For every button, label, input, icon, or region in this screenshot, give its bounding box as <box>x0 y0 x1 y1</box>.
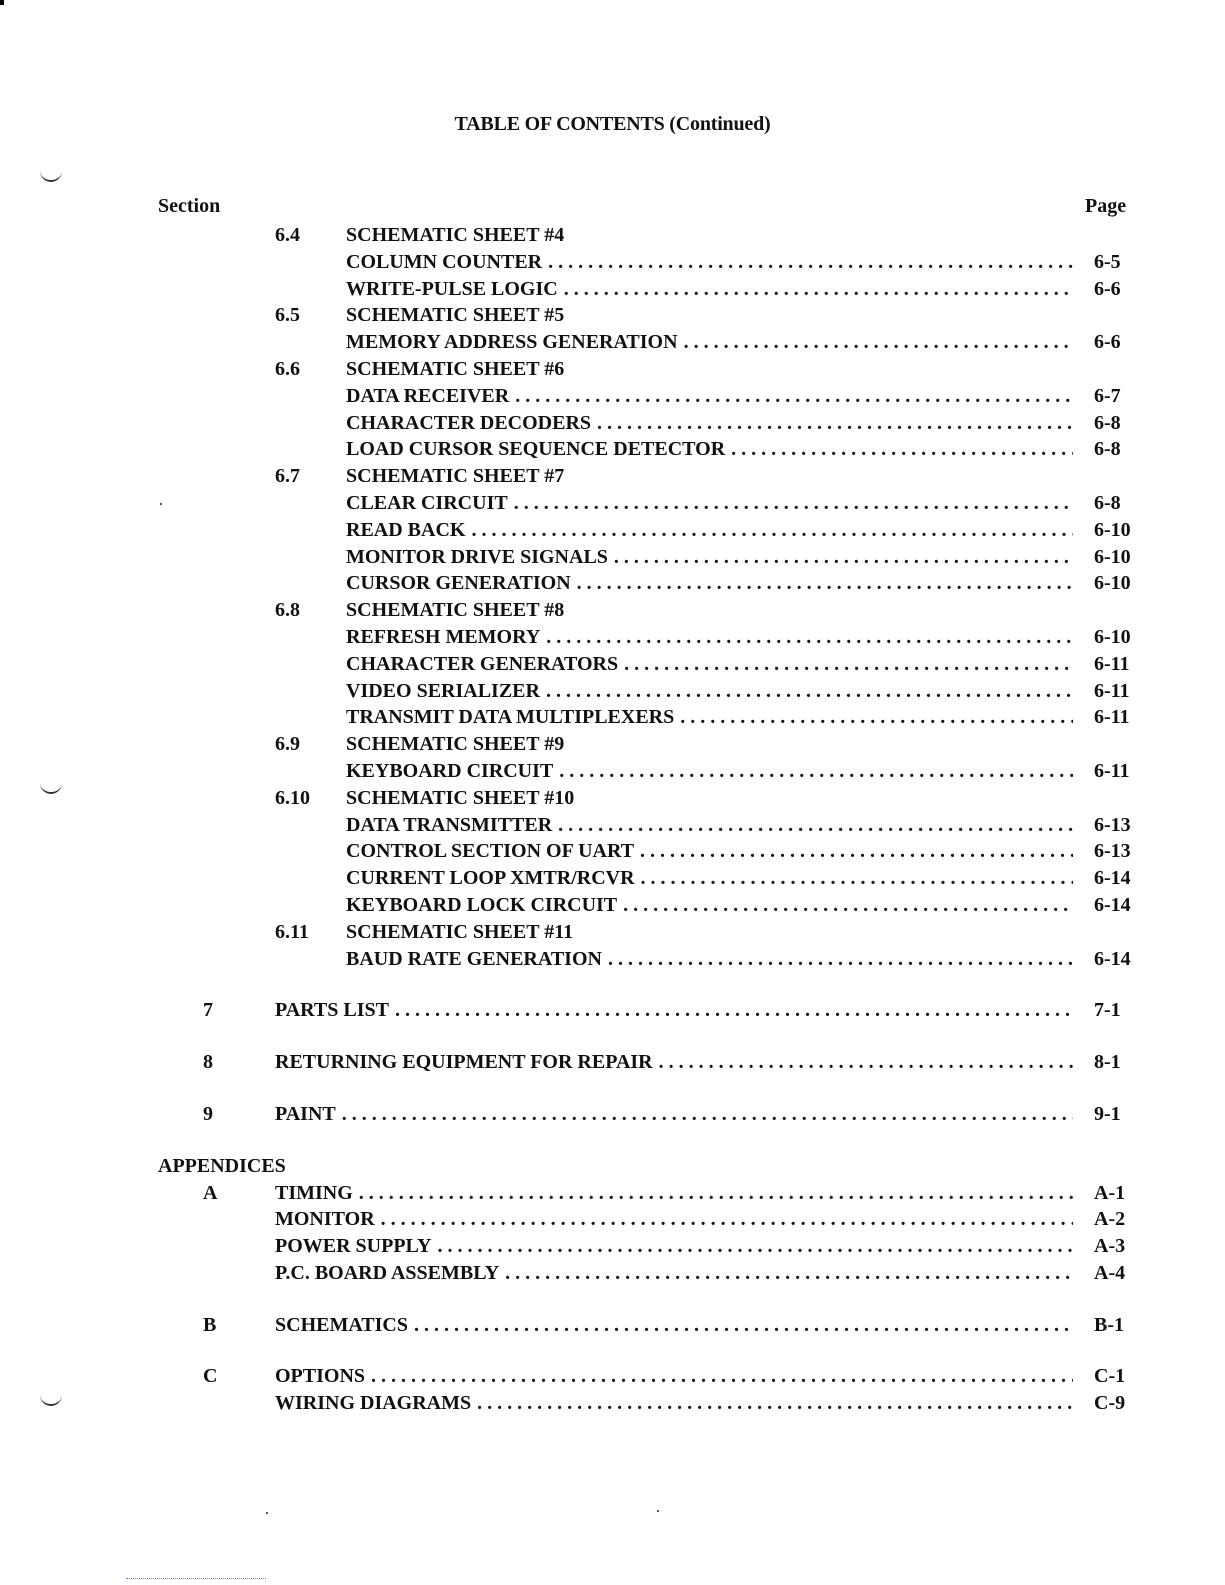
page-number: 6-11 <box>1094 759 1130 782</box>
toc-row <box>0 997 1225 1024</box>
dot-leader <box>342 1101 1073 1127</box>
section-number: C <box>203 1365 218 1388</box>
entry-title: POWER SUPPLY <box>275 1235 432 1258</box>
subsection-number: 6.9 <box>275 733 300 756</box>
toc-entry[interactable] <box>346 570 1073 596</box>
dot-leader <box>381 1206 1073 1232</box>
toc-row <box>0 329 1225 356</box>
page-number: A-1 <box>1094 1181 1126 1204</box>
dot-leader <box>564 276 1073 302</box>
page-number: 9-1 <box>1094 1102 1121 1125</box>
entry-title: KEYBOARD CIRCUIT <box>346 759 554 782</box>
subsection-title: SCHEMATIC SHEET #8 <box>346 599 565 622</box>
toc-entry[interactable] <box>346 383 1073 409</box>
toc-row <box>0 919 1225 946</box>
toc-row <box>0 758 1225 785</box>
page-number: B-1 <box>1094 1313 1124 1336</box>
subsection-number: 6.5 <box>275 304 300 327</box>
dot-leader <box>546 678 1073 704</box>
toc-row <box>0 624 1225 651</box>
dot-leader <box>597 410 1073 436</box>
entry-title: CLEAR CIRCUIT <box>346 491 508 514</box>
entry-title: VIDEO SERIALIZER <box>346 679 540 702</box>
toc-row <box>0 276 1225 303</box>
page-number: 6-6 <box>1094 277 1121 300</box>
toc-row <box>0 517 1225 544</box>
entry-title: CONTROL SECTION OF UART <box>346 840 635 863</box>
toc-entry[interactable] <box>346 678 1073 704</box>
toc-entry[interactable] <box>346 812 1073 838</box>
toc-row <box>0 490 1225 517</box>
entry-title: KEYBOARD LOCK CIRCUIT <box>346 893 618 916</box>
toc-row <box>0 651 1225 678</box>
page-number: 6-6 <box>1094 331 1121 354</box>
toc-entry[interactable] <box>275 1180 1073 1206</box>
subsection-title: SCHEMATIC SHEET #9 <box>346 733 565 756</box>
dot-leader <box>371 1363 1073 1389</box>
entry-title: DATA TRANSMITTER <box>346 813 553 836</box>
toc-row <box>0 785 1225 812</box>
toc-row <box>0 463 1225 490</box>
row-gap <box>0 1287 1225 1312</box>
page-number: 6-10 <box>1094 545 1131 568</box>
page-number: C-1 <box>1094 1365 1126 1388</box>
subsection-title: SCHEMATIC SHEET #7 <box>346 465 565 488</box>
page-number: 6-14 <box>1094 893 1131 916</box>
toc-row <box>0 1101 1225 1128</box>
column-header-section: Section <box>158 195 221 217</box>
toc-row <box>0 383 1225 410</box>
toc-row <box>0 436 1225 463</box>
page-number: A-4 <box>1094 1261 1126 1284</box>
toc-row <box>0 544 1225 571</box>
dot-leader <box>395 997 1073 1023</box>
toc-entry[interactable] <box>346 276 1073 302</box>
toc-entry[interactable] <box>346 329 1073 355</box>
page-number: 6-13 <box>1094 813 1131 836</box>
toc-entry[interactable] <box>346 624 1073 650</box>
toc-row <box>0 838 1225 865</box>
table-of-contents <box>0 222 1225 1417</box>
entry-title: CHARACTER DECODERS <box>346 411 592 434</box>
subsection-title: SCHEMATIC SHEET #5 <box>346 304 565 327</box>
subsection-number: 6.4 <box>275 224 300 246</box>
dot-leader <box>680 704 1073 730</box>
dot-leader <box>471 517 1073 543</box>
toc-row <box>0 704 1225 731</box>
toc-entry[interactable] <box>346 436 1073 462</box>
page-number: 6-11 <box>1094 706 1130 729</box>
entry-title: WIRING DIAGRAMS <box>275 1392 472 1415</box>
entry-title: CHARACTER GENERATORS <box>346 652 619 675</box>
entry-title: MONITOR DRIVE SIGNALS <box>346 545 608 568</box>
subsection-number: 6.10 <box>275 786 310 809</box>
section-number: B <box>203 1313 217 1336</box>
toc-entry[interactable] <box>275 1260 1073 1286</box>
scan-artifact <box>266 1512 268 1514</box>
dot-leader <box>641 865 1073 891</box>
page-title: TABLE OF CONTENTS (Continued) <box>454 113 771 135</box>
dot-leader <box>614 544 1073 570</box>
dot-leader <box>505 1260 1073 1286</box>
dot-leader <box>558 812 1073 838</box>
page-number: 6-8 <box>1094 491 1121 514</box>
toc-row <box>0 302 1225 329</box>
toc-row <box>0 812 1225 839</box>
entry-title: SCHEMATICS <box>275 1313 408 1336</box>
toc-entry[interactable] <box>346 865 1073 891</box>
toc-row <box>0 731 1225 758</box>
section-number: 7 <box>203 999 213 1022</box>
toc-row <box>0 1153 1225 1180</box>
entry-title: TIMING <box>275 1181 353 1204</box>
toc-entry[interactable] <box>346 490 1073 516</box>
toc-entry[interactable] <box>346 892 1073 918</box>
row-gap <box>0 1128 1225 1153</box>
entry-title: READ BACK <box>346 518 466 541</box>
page-number: 6-10 <box>1094 625 1131 648</box>
toc-row <box>0 249 1225 276</box>
toc-row <box>0 1049 1225 1076</box>
page-number: A-3 <box>1094 1235 1126 1258</box>
entry-title: OPTIONS <box>275 1365 366 1388</box>
scan-artifact <box>657 1510 659 1512</box>
toc-entry[interactable] <box>346 249 1073 275</box>
entry-title: REFRESH MEMORY <box>346 625 541 648</box>
entry-title: WRITE-PULSE LOGIC <box>346 277 558 300</box>
subsection-title: SCHEMATIC SHEET #4 <box>346 224 565 246</box>
toc-entry[interactable] <box>275 1390 1073 1416</box>
toc-row <box>0 1233 1225 1260</box>
entry-title: TRANSMIT DATA MULTIPLEXERS <box>346 706 675 729</box>
toc-row <box>0 1312 1225 1339</box>
toc-entry[interactable] <box>275 997 1073 1023</box>
toc-row <box>0 1363 1225 1390</box>
toc-row <box>0 865 1225 892</box>
toc-entry[interactable] <box>346 517 1073 543</box>
dot-leader <box>684 329 1073 355</box>
scan-edge-line <box>126 1578 266 1579</box>
column-header-page: Page <box>1085 195 1127 217</box>
entry-title: MONITOR <box>275 1208 375 1231</box>
toc-entry[interactable] <box>275 1206 1073 1232</box>
toc-entry[interactable] <box>346 704 1073 730</box>
entry-title: MEMORY ADDRESS GENERATION <box>346 331 678 354</box>
entry-title: RETURNING EQUIPMENT FOR REPAIR <box>275 1051 653 1074</box>
appendices-label: APPENDICES <box>158 1154 286 1177</box>
page-number: 6-11 <box>1094 679 1130 702</box>
toc-row <box>0 1390 1225 1417</box>
subsection-number: 6.11 <box>275 920 309 943</box>
page-number: 6-8 <box>1094 438 1121 461</box>
page-number: 6-11 <box>1094 652 1130 675</box>
section-number: A <box>203 1181 218 1204</box>
toc-entry[interactable] <box>346 838 1073 864</box>
row-gap <box>0 1338 1225 1363</box>
page-number: A-2 <box>1094 1208 1126 1231</box>
toc-entry[interactable] <box>346 544 1073 570</box>
toc-entry[interactable] <box>275 1049 1073 1075</box>
dot-leader <box>624 651 1073 677</box>
page-number: 6-14 <box>1094 867 1131 890</box>
dot-leader <box>608 946 1073 972</box>
subsection-title: SCHEMATIC SHEET #11 <box>346 920 574 943</box>
entry-title: COLUMN COUNTER <box>346 250 543 273</box>
page-number: 6-5 <box>1094 250 1121 273</box>
section-number: 8 <box>203 1051 213 1074</box>
section-number: 9 <box>203 1102 213 1125</box>
dot-leader <box>546 624 1073 650</box>
dot-leader <box>659 1049 1073 1075</box>
dot-leader <box>359 1180 1073 1206</box>
entry-title: LOAD CURSOR SEQUENCE DETECTOR <box>346 438 726 461</box>
dot-leader <box>515 383 1073 409</box>
dot-leader <box>623 892 1073 918</box>
subsection-title: SCHEMATIC SHEET #6 <box>346 357 565 380</box>
page-number: 6-10 <box>1094 518 1131 541</box>
toc-entry[interactable] <box>275 1312 1073 1338</box>
subsection-number: 6.8 <box>275 599 300 622</box>
page-number: 7-1 <box>1094 999 1121 1022</box>
entry-title: P.C. BOARD ASSEMBLY <box>275 1261 500 1284</box>
page-number: 6-7 <box>1094 384 1121 407</box>
toc-entry[interactable] <box>346 410 1073 436</box>
page-number: 6-13 <box>1094 840 1131 863</box>
toc-row <box>0 597 1225 624</box>
entry-title: DATA RECEIVER <box>346 384 510 407</box>
toc-row <box>0 1260 1225 1287</box>
entry-title: PAINT <box>275 1102 336 1125</box>
punch-hole-mark <box>40 168 62 182</box>
toc-entry[interactable] <box>346 758 1073 784</box>
scan-artifact <box>0 0 4 5</box>
dot-leader <box>477 1390 1073 1416</box>
subsection-title: SCHEMATIC SHEET #10 <box>346 786 575 809</box>
page-number: 6-8 <box>1094 411 1121 434</box>
toc-row <box>0 946 1225 973</box>
subsection-number: 6.7 <box>275 465 300 488</box>
dot-leader <box>548 249 1073 275</box>
dot-leader <box>559 758 1073 784</box>
page-number: 6-10 <box>1094 572 1131 595</box>
page-number: 8-1 <box>1094 1051 1121 1074</box>
dot-leader <box>640 838 1073 864</box>
dot-leader <box>577 570 1073 596</box>
dot-leader <box>438 1233 1073 1259</box>
row-gap <box>0 1024 1225 1049</box>
toc-row <box>0 1180 1225 1207</box>
toc-row <box>0 892 1225 919</box>
dot-leader <box>514 490 1073 516</box>
toc-entry[interactable] <box>275 1363 1073 1389</box>
toc-entry[interactable] <box>346 946 1073 972</box>
entry-title: CURSOR GENERATION <box>346 572 571 595</box>
page-number: C-9 <box>1094 1392 1126 1415</box>
toc-row <box>0 678 1225 705</box>
entry-title: CURRENT LOOP XMTR/RCVR <box>346 867 635 890</box>
toc-row <box>0 410 1225 437</box>
entry-title: BAUD RATE GENERATION <box>346 947 602 970</box>
dot-leader <box>731 436 1073 462</box>
row-gap <box>0 972 1225 997</box>
toc-row <box>0 222 1225 249</box>
toc-entry[interactable] <box>346 651 1073 677</box>
toc-row <box>0 570 1225 597</box>
toc-row <box>0 356 1225 383</box>
toc-entry[interactable] <box>275 1101 1073 1127</box>
page-number: 6-14 <box>1094 947 1131 970</box>
entry-title: PARTS LIST <box>275 999 389 1022</box>
subsection-number: 6.6 <box>275 357 300 380</box>
row-gap <box>0 1076 1225 1101</box>
toc-row <box>0 1206 1225 1233</box>
dot-leader <box>414 1312 1073 1338</box>
toc-entry[interactable] <box>275 1233 1073 1259</box>
